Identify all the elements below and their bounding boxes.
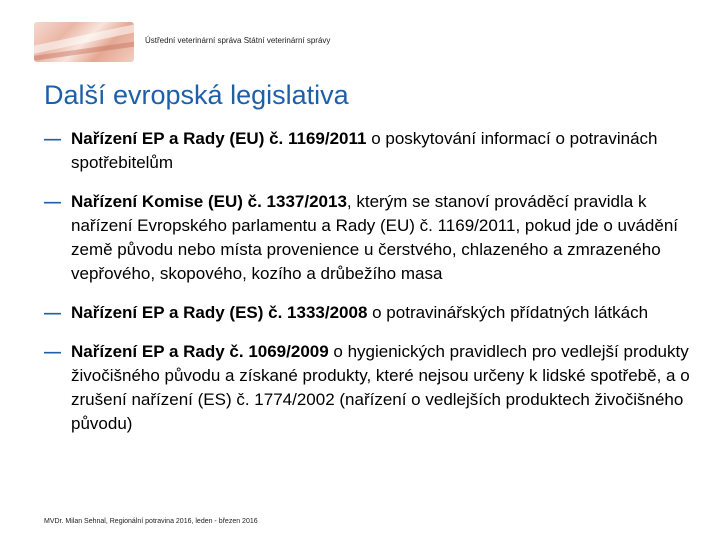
regulation-description: o poskytování informací o potravinách spotřebitelům: [71, 129, 658, 172]
list-item: [44, 340, 694, 436]
regulation-name: Nařízení EP a Rady (ES) č. 1333/2008: [71, 303, 368, 322]
legislation-list: [44, 127, 694, 451]
dash-bullet-icon: —: [44, 303, 61, 322]
regulation-name: Nařízení EP a Rady č. 1069/2009: [71, 342, 329, 361]
list-item: [44, 127, 694, 175]
regulation-description: o hygienických pravidlech pro vedlejší produkty živočišného původu a získané produkty, které nejsou určeny k lidské spotřebě, a o zrušení nařízení (ES) č. 1774/2002 (nařízení o vedlejších produktech živočišného původu): [71, 342, 690, 433]
footer-credit: MVDr. Milan Sehnal, Regionální potravina 2016, leden - březen 2016: [44, 518, 258, 525]
regulation-description: , kterým se stanoví prováděcí pravidla k nařízení Evropského parlamentu a Rady (EU) č. 1169/2011, pokud jde o uvádění země původu nebo místa provenience u čerstvého, chlazeného a zmrazeného vepřového, skopového, kozího a drůbežího masa: [71, 192, 679, 283]
list-item: [44, 301, 694, 325]
header-organization: Ústřední veterinární správa Státní veterinární správy: [145, 36, 331, 45]
slide-title: Další evropská legislativa: [44, 80, 349, 110]
dash-bullet-icon: —: [44, 129, 61, 148]
regulation-name: Nařízení Komise (EU) č. 1337/2013: [71, 192, 347, 211]
regulation-name: Nařízení EP a Rady (EU) č. 1169/2011: [71, 129, 367, 148]
regulation-description: o potravinářských přídatných látkách: [367, 303, 649, 322]
dash-bullet-icon: —: [44, 192, 61, 211]
list-item: [44, 190, 694, 286]
dash-bullet-icon: —: [44, 342, 61, 361]
header-photo: [34, 22, 134, 62]
